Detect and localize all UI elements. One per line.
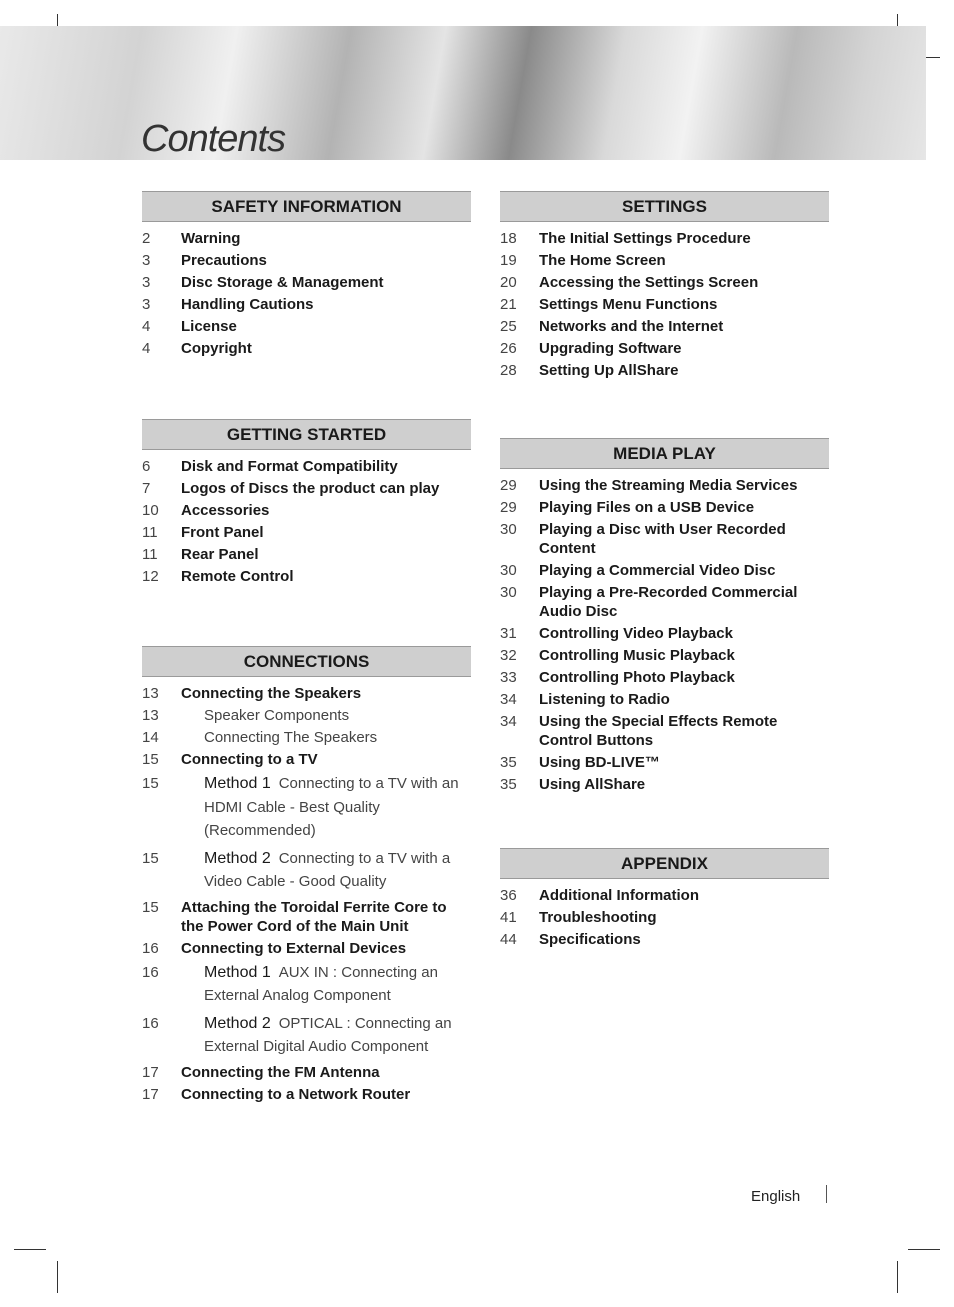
toc-page-number: 16 <box>142 939 159 957</box>
section-getting-started <box>142 419 471 589</box>
section-appendix <box>500 848 829 952</box>
toc-entry[interactable] <box>500 930 829 949</box>
toc-entry[interactable] <box>142 457 471 476</box>
toc-entry[interactable] <box>500 251 829 270</box>
toc-entry[interactable] <box>142 317 471 336</box>
toc-entry[interactable] <box>142 1085 471 1104</box>
toc-entry[interactable] <box>500 690 829 709</box>
toc-entry-title <box>181 772 471 843</box>
toc-page-number: 17 <box>142 1063 159 1081</box>
toc-entry[interactable] <box>500 775 829 794</box>
toc-page-number: 30 <box>500 562 517 579</box>
entry-list <box>500 229 829 380</box>
toc-entry[interactable] <box>500 908 829 927</box>
footer-divider <box>826 1185 827 1203</box>
toc-entry[interactable] <box>500 583 829 621</box>
toc-entry-title: Speaker Components <box>204 707 350 724</box>
toc-entry[interactable] <box>142 728 471 747</box>
toc-page-number: 15 <box>142 775 159 792</box>
method-description: OPTICAL : Connecting an External Digital Audio Component <box>204 1014 452 1055</box>
toc-entry[interactable] <box>500 668 829 687</box>
toc-page-number: 11 <box>142 546 158 563</box>
section-media-play <box>500 438 829 797</box>
toc-page-number: 10 <box>142 502 159 519</box>
toc-entry-title: Copyright <box>181 340 252 357</box>
toc-entry-title: Front Panel <box>181 524 264 541</box>
method-description: Connecting to a TV with an HDMI Cable - Best Quality (Recommended) <box>204 775 459 839</box>
section-safety-information <box>142 191 471 361</box>
toc-entry[interactable] <box>500 229 829 248</box>
toc-entry-title: Troubleshooting <box>539 909 657 926</box>
toc-page-number: 18 <box>500 230 517 247</box>
toc-page-number: 21 <box>500 296 517 313</box>
page-title: Contents <box>141 118 286 160</box>
toc-page-number: 30 <box>500 521 517 538</box>
toc-entry-title: Using BD-LIVE™ <box>539 754 660 771</box>
toc-page-number: 29 <box>500 499 517 516</box>
toc-entry[interactable] <box>142 1063 471 1082</box>
toc-entry-title: Playing a Pre-Recorded Commercial Audio Disc <box>539 584 798 620</box>
toc-entry[interactable] <box>500 886 829 905</box>
toc-page-number: 35 <box>500 754 517 771</box>
toc-entry[interactable] <box>142 523 471 542</box>
toc-page-number: 34 <box>500 713 517 730</box>
section-header: APPENDIX <box>500 848 829 879</box>
method-label: Method 1 <box>204 775 271 792</box>
section-header: SETTINGS <box>500 191 829 222</box>
toc-entry-title: Connecting to a TV <box>181 751 318 768</box>
toc-entry-title: Disc Storage & Management <box>181 274 384 291</box>
toc-entry-title: Upgrading Software <box>539 340 682 357</box>
toc-page-number: 11 <box>142 524 158 541</box>
toc-entry[interactable] <box>142 251 471 270</box>
toc-page-number: 41 <box>500 909 517 926</box>
toc-page-number: 2 <box>142 230 151 247</box>
toc-page-number: 32 <box>500 647 517 664</box>
toc-page-number: 13 <box>142 685 159 702</box>
crop-mark <box>897 1261 898 1293</box>
toc-page-number: 19 <box>500 252 517 269</box>
method-description: AUX IN : Connecting an External Analog Component <box>204 963 438 1004</box>
toc-entry[interactable] <box>142 1012 471 1059</box>
toc-entry-title: Disk and Format Compatibility <box>181 458 398 475</box>
toc-entry-title: Accessories <box>181 502 270 519</box>
toc-entry-title: Controlling Music Playback <box>539 647 735 664</box>
entry-list <box>142 457 471 586</box>
section-connections <box>142 646 471 1107</box>
toc-page-number: 33 <box>500 669 517 686</box>
toc-page-number: 3 <box>142 252 151 269</box>
entry-list <box>500 886 829 949</box>
section-settings <box>500 191 829 383</box>
toc-entry-title: Using the Special Effects Remote Control Buttons <box>539 713 778 749</box>
page-language: English <box>751 1188 801 1205</box>
section-header: CONNECTIONS <box>142 646 471 677</box>
method-label: Method 2 <box>204 849 271 867</box>
toc-entry-title <box>181 1012 471 1059</box>
toc-page-number: 34 <box>500 691 517 708</box>
toc-entry[interactable] <box>142 847 471 894</box>
toc-page-number: 15 <box>142 849 159 867</box>
toc-entry-title: Playing Files on a USB Device <box>539 499 755 516</box>
toc-entry-title: Controlling Photo Playback <box>539 669 735 686</box>
toc-page-number: 31 <box>500 625 517 642</box>
crop-mark <box>57 1261 58 1293</box>
toc-entry[interactable] <box>500 361 829 380</box>
toc-page-number: 35 <box>500 776 517 793</box>
method-label: Method 2 <box>204 1014 271 1032</box>
toc-entry[interactable] <box>142 479 471 498</box>
toc-page-number: 12 <box>142 568 159 585</box>
toc-page-number: 16 <box>142 963 159 981</box>
toc-entry[interactable] <box>500 295 829 314</box>
toc-entry[interactable] <box>500 624 829 643</box>
toc-page-number: 28 <box>500 362 517 379</box>
toc-entry-title: Networks and the Internet <box>539 318 724 335</box>
toc-entry-title: Connecting to External Devices <box>181 939 407 957</box>
crop-mark <box>14 1249 46 1250</box>
section-header: SAFETY INFORMATION <box>142 191 471 222</box>
toc-entry[interactable] <box>500 339 829 358</box>
toc-entry-title: Attaching the Toroidal Ferrite Core to the Power Cord of the Main Unit <box>181 898 447 935</box>
toc-entry[interactable] <box>500 273 829 292</box>
toc-page-number: 16 <box>142 1014 159 1032</box>
toc-entry[interactable] <box>500 476 829 495</box>
toc-page-number: 20 <box>500 274 517 291</box>
crop-mark <box>908 1249 940 1250</box>
toc-entry[interactable] <box>142 295 471 314</box>
toc-entry-title: Connecting The Speakers <box>204 729 378 746</box>
toc-entry[interactable] <box>142 684 471 703</box>
toc-entry-title: Using the Streaming Media Services <box>539 477 798 494</box>
toc-entry[interactable] <box>142 772 471 843</box>
toc-entry[interactable] <box>142 961 471 1008</box>
toc-entry-title: Using AllShare <box>539 776 646 793</box>
toc-page-number: 17 <box>142 1085 159 1103</box>
method-description: Connecting to a TV with a Video Cable - Good Quality <box>204 849 451 890</box>
method-label: Method 1 <box>204 963 271 981</box>
toc-entry-title: Connecting to a Network Router <box>181 1085 411 1103</box>
toc-entry[interactable] <box>500 498 829 517</box>
toc-entry-title: Controlling Video Playback <box>539 625 733 642</box>
toc-entry-title: Additional Information <box>539 887 699 904</box>
toc-entry-title: Logos of Discs the product can play <box>181 480 440 497</box>
toc-entry[interactable] <box>142 229 471 248</box>
toc-page-number: 4 <box>142 340 151 357</box>
toc-page-number: 3 <box>142 274 151 291</box>
toc-entry-title: Handling Cautions <box>181 296 314 313</box>
toc-page-number: 4 <box>142 318 151 335</box>
toc-entry-title: Connecting the Speakers <box>181 685 362 702</box>
toc-page-number: 14 <box>142 729 159 746</box>
toc-entry-title: Listening to Radio <box>539 691 670 708</box>
toc-entry-title: License <box>181 318 237 335</box>
toc-page-number: 44 <box>500 931 517 948</box>
toc-page-number: 13 <box>142 707 159 724</box>
toc-entry[interactable] <box>142 339 471 358</box>
header-banner <box>0 26 926 160</box>
toc-page-number: 29 <box>500 477 517 494</box>
toc-entry-title: Playing a Disc with User Recorded Content <box>539 521 786 557</box>
toc-entry[interactable] <box>500 712 829 750</box>
toc-entry[interactable] <box>142 545 471 564</box>
toc-entry-title: Connecting the FM Antenna <box>181 1063 380 1081</box>
toc-entry-title <box>181 847 471 894</box>
toc-page-number: 7 <box>142 480 151 497</box>
toc-page-number: 26 <box>500 340 517 357</box>
toc-entry-title <box>181 961 471 1008</box>
toc-entry-title: Setting Up AllShare <box>539 362 679 379</box>
entry-list <box>142 229 471 358</box>
toc-entry[interactable] <box>142 273 471 292</box>
toc-page-number: 6 <box>142 458 151 475</box>
entry-list <box>500 476 829 794</box>
toc-entry-title: Accessing the Settings Screen <box>539 274 759 291</box>
toc-entry[interactable] <box>142 750 471 769</box>
toc-entry[interactable] <box>142 706 471 725</box>
toc-entry[interactable] <box>142 898 471 936</box>
toc-entry[interactable] <box>500 646 829 665</box>
toc-entry-title: Remote Control <box>181 568 294 585</box>
toc-entry[interactable] <box>500 561 829 580</box>
toc-page-number: 15 <box>142 751 159 768</box>
toc-entry-title: Specifications <box>539 931 641 948</box>
toc-entry-title: Settings Menu Functions <box>539 296 718 313</box>
toc-page-number: 30 <box>500 584 517 601</box>
toc-entry-title: The Initial Settings Procedure <box>539 230 751 247</box>
toc-entry[interactable] <box>142 501 471 520</box>
toc-entry-title: The Home Screen <box>539 252 666 269</box>
toc-entry[interactable] <box>142 939 471 958</box>
toc-page-number: 36 <box>500 887 517 904</box>
toc-entry[interactable] <box>500 520 829 558</box>
toc-page-number: 25 <box>500 318 517 335</box>
toc-page-number: 3 <box>142 296 151 313</box>
toc-entry[interactable] <box>142 567 471 586</box>
section-header: GETTING STARTED <box>142 419 471 450</box>
section-header: MEDIA PLAY <box>500 438 829 469</box>
toc-entry-title: Warning <box>181 230 241 247</box>
toc-entry[interactable] <box>500 753 829 772</box>
toc-page-number: 15 <box>142 898 159 916</box>
entry-list <box>142 684 471 1104</box>
toc-entry-title: Playing a Commercial Video Disc <box>539 562 776 579</box>
toc-entry-title: Precautions <box>181 252 267 269</box>
toc-entry[interactable] <box>500 317 829 336</box>
toc-entry-title: Rear Panel <box>181 546 259 563</box>
